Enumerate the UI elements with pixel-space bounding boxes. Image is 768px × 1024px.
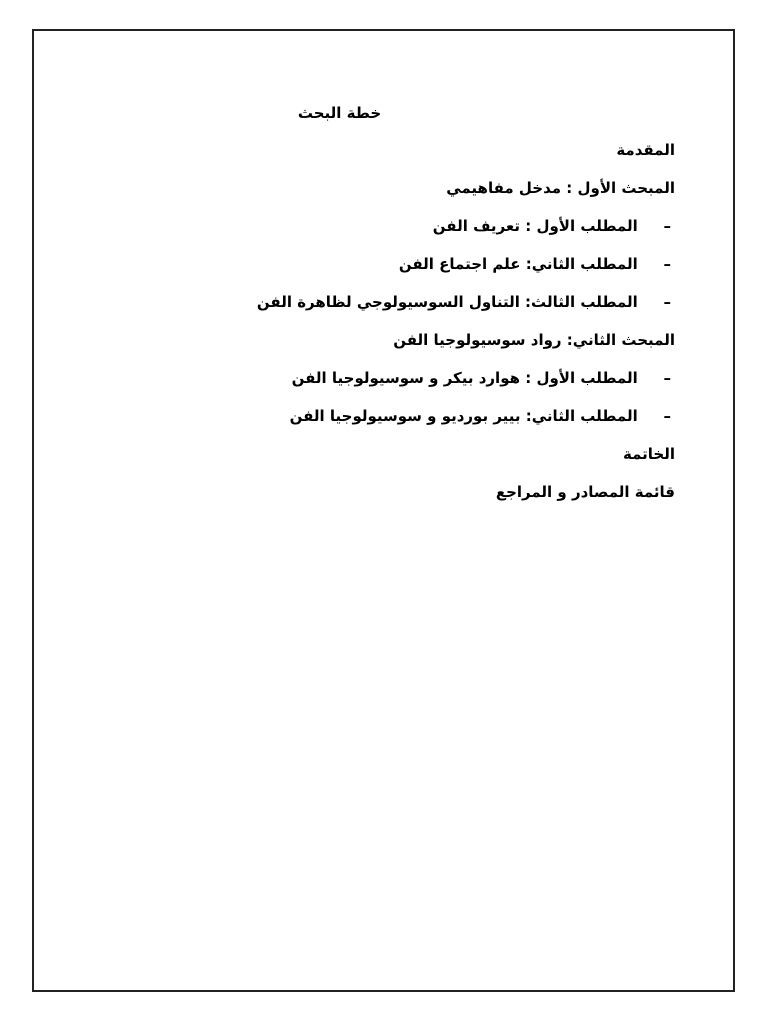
list-item-1-2 bbox=[34, 245, 675, 283]
list-item-2-2 bbox=[34, 397, 675, 435]
dash-bullet: – bbox=[663, 255, 671, 273]
dash-bullet: – bbox=[663, 407, 671, 425]
list-item-text: المطلب الأول : هوارد بيكر و سوسيولوجيا الفن bbox=[291, 369, 638, 387]
section-line-references bbox=[34, 473, 675, 511]
section-text: قائمة المصادر و المراجع bbox=[495, 483, 675, 501]
section-text: الخاتمة bbox=[622, 445, 675, 463]
document-content bbox=[34, 95, 675, 511]
section-line-chapter-1 bbox=[34, 169, 675, 207]
list-item-text: المطلب الثاني: بيير بورديو و سوسيولوجيا الفن bbox=[289, 407, 638, 425]
document-title: خطة البحث bbox=[297, 104, 382, 122]
dash-bullet: – bbox=[663, 369, 671, 387]
document-title-row bbox=[34, 95, 675, 131]
list-item-text: المطلب الأول : تعريف الفن bbox=[432, 217, 638, 235]
section-text: المقدمة bbox=[616, 141, 675, 159]
section-line-introduction bbox=[34, 131, 675, 169]
list-item-text: المطلب الثالث: التناول السوسيولوجي لظاهرة الفن bbox=[256, 293, 638, 311]
dash-bullet: – bbox=[663, 293, 671, 311]
list-item-1-1 bbox=[34, 207, 675, 245]
section-text: المبحث الثاني: رواد سوسيولوجيا الفن bbox=[393, 331, 675, 349]
list-item-2-1 bbox=[34, 359, 675, 397]
dash-bullet: – bbox=[663, 217, 671, 235]
document-page bbox=[32, 29, 735, 992]
section-line-chapter-2 bbox=[34, 321, 675, 359]
list-item-1-3 bbox=[34, 283, 675, 321]
list-item-text: المطلب الثاني: علم اجتماع الفن bbox=[398, 255, 638, 273]
section-text: المبحث الأول : مدخل مفاهيمي bbox=[446, 179, 675, 197]
section-line-conclusion bbox=[34, 435, 675, 473]
